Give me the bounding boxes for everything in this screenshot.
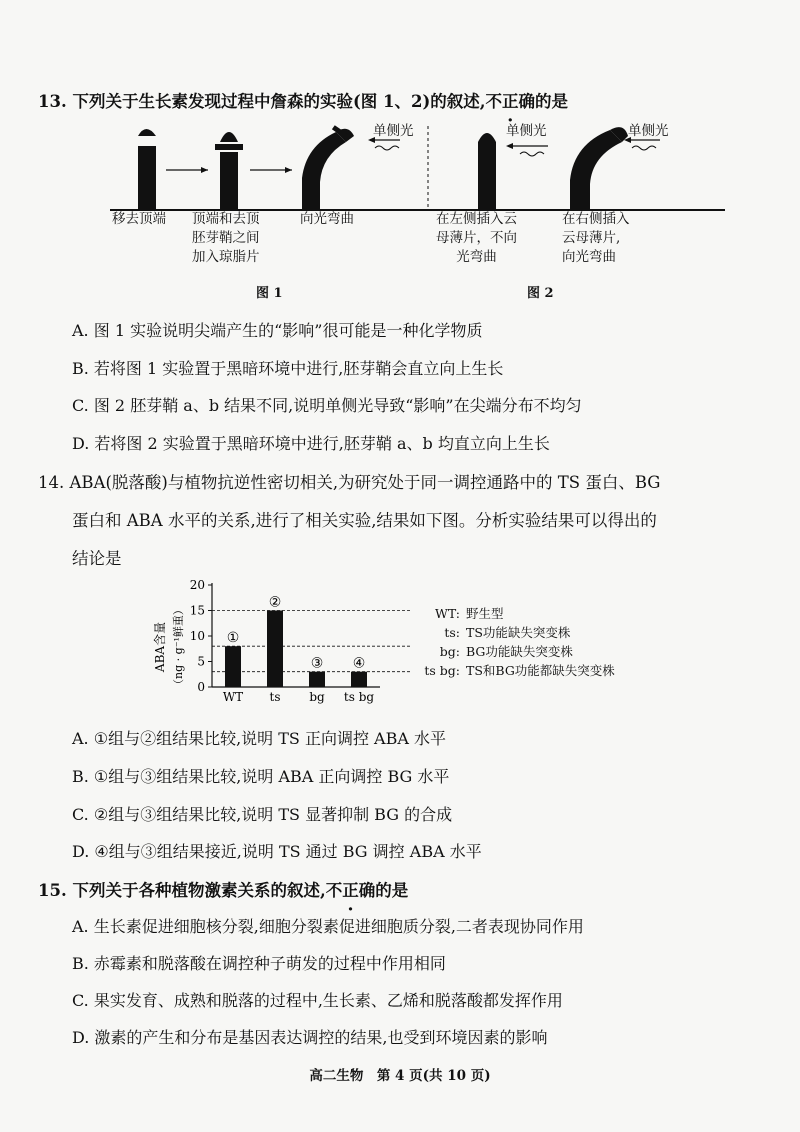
agar-block (215, 144, 243, 150)
x-tick-label: bg (309, 690, 325, 704)
q13-option-c: C. 图 2 胚芽鞘 a、b 结果不同,说明单侧光导致“影响”在尖端分布不均匀 (72, 396, 582, 415)
y-tick-label: 10 (189, 629, 205, 643)
fig2-caption-b (562, 210, 630, 267)
q14-option-b: B. ①组与③组结果比较,说明 ABA 正向调控 BG 水平 (72, 767, 450, 786)
caption-line: 向光弯曲 (562, 249, 616, 265)
bar-label: ③ (310, 655, 324, 672)
legend-key: ts: (444, 625, 460, 640)
bar (351, 672, 367, 687)
fig1-caption-3: 向光弯曲 (300, 211, 354, 227)
coleoptile-b (570, 130, 622, 210)
caption-line: 胚芽鞘之间 (192, 230, 260, 246)
q13-option-a: A. 图 1 实验说明尖端产生的“影响”很可能是一种化学物质 (72, 321, 483, 340)
q13-stem (38, 88, 568, 112)
x-tick-label: ts (269, 690, 281, 704)
q14-option-a: A. ①组与②组结果比较,说明 TS 正向调控 ABA 水平 (72, 729, 447, 748)
legend-key: ts bg: (424, 663, 460, 678)
fig1-caption-2 (192, 210, 260, 267)
light-label-1: 单侧光 (373, 123, 414, 139)
light-wave-b (632, 146, 656, 150)
x-tick-label: WT (222, 690, 244, 704)
q13-stem-emphasis: 不正确 (485, 92, 536, 111)
q15-stem-emphasis: 不正确 (325, 881, 376, 900)
bar (225, 646, 241, 687)
light-wave-1 (375, 146, 399, 150)
bar (267, 611, 283, 688)
q15-stem-part: 15. 下列关于各种植物激素关系的叙述, (38, 881, 326, 900)
tip-a (478, 133, 496, 142)
caption-line: 光弯曲 (456, 249, 497, 265)
legend-desc: 野生型 (466, 606, 504, 621)
q14-option-d: D. ④组与③组结果接近,说明 TS 通过 BG 调控 ABA 水平 (72, 842, 482, 861)
chart-yunit: （ng · g⁻¹鲜重） (172, 604, 185, 690)
bar (309, 672, 325, 687)
legend-item (414, 604, 615, 623)
arrow-1-head (201, 167, 208, 173)
caption-line: 云母薄片, (562, 230, 621, 246)
page-footer: 高二生物 第 4 页(共 10 页) (309, 1068, 491, 1084)
y-tick-label: 20 (189, 578, 205, 592)
q15-option-a: A. 生长素促进细胞核分裂,细胞分裂素促进细胞质分裂,二者表现协同作用 (72, 917, 584, 936)
y-tick-label: 5 (197, 654, 205, 669)
q14-stem-line-2: 蛋白和 ABA 水平的关系,进行了相关实验,结果如下图。分析实验结果可以得出的 (72, 511, 657, 530)
coleoptile-decapitated (138, 146, 156, 210)
q13-option-b: B. 若将图 1 实验置于黑暗环境中进行,胚芽鞘会直立向上生长 (72, 359, 504, 378)
caption-line: 在右侧插入 (562, 211, 630, 227)
coleoptile (220, 152, 238, 210)
bar-label: ② (268, 594, 282, 611)
y-tick-label: 0 (197, 680, 205, 694)
legend-desc: BG功能缺失突变株 (466, 644, 573, 659)
coleoptile-a (478, 142, 496, 210)
legend-key: WT: (435, 606, 460, 621)
tip (220, 132, 238, 142)
q15-option-c: C. 果实发育、成熟和脱落的过程中,生长素、乙烯和脱落酸都发挥作用 (72, 991, 563, 1010)
q14-stem-line-3: 结论是 (72, 549, 122, 568)
legend-desc: TS和BG功能都缺失突变株 (466, 663, 615, 678)
caption-line: 在左侧插入云 (436, 211, 517, 227)
figure-2-label: 图 2 (527, 286, 554, 301)
light-label-b: 单侧光 (628, 123, 669, 139)
q13-stem-part: 13. 下列关于生长素发现过程中詹森的实验(图 1、2)的叙述, (38, 92, 486, 111)
caption-line: 母薄片，不向 (436, 230, 517, 246)
q15-stem-part: 的是 (375, 881, 409, 900)
light-label-a: 单侧光 (506, 123, 547, 139)
legend-desc: TS功能缺失突变株 (466, 625, 571, 640)
bending-coleoptile (302, 132, 346, 210)
legend-key: bg: (439, 644, 460, 659)
figure-1-label: 图 1 (256, 286, 283, 301)
q13-stem-part: 的是 (535, 92, 569, 111)
legend-item (414, 623, 615, 642)
bar-label: ④ (352, 655, 366, 672)
fig1-caption-1: 移去顶端 (112, 211, 166, 227)
legend-item (414, 661, 615, 680)
bar-label: ① (226, 630, 240, 647)
removed-tip (138, 129, 156, 136)
q15-option-d: D. 激素的产生和分布是基因表达调控的结果,也受到环境因素的影响 (72, 1028, 548, 1047)
chart-legend (414, 604, 615, 680)
caption-line: 顶端和去顶 (192, 211, 260, 227)
chart-ylabel: ABA含量 (153, 621, 167, 673)
aba-bar-chart (150, 575, 410, 710)
arrow-2-head (285, 167, 292, 173)
q14-stem-line-1: 14. ABA(脱落酸)与植物抗逆性密切相关,为研究处于同一调控通路中的 TS 蛋白、BG (38, 473, 661, 492)
q15-stem (38, 877, 408, 901)
light-arrow-a-head (506, 143, 513, 149)
light-wave-a (520, 152, 544, 156)
y-tick-label: 15 (189, 603, 205, 618)
q14-option-c: C. ②组与③组结果比较,说明 TS 显著抑制 BG 的合成 (72, 805, 453, 824)
fig2-caption-a (436, 210, 517, 267)
x-tick-label: ts bg (343, 690, 375, 704)
caption-line: 加入琼脂片 (192, 249, 260, 265)
q13-option-d: D. 若将图 2 实验置于黑暗环境中进行,胚芽鞘 a、b 均直立向上生长 (72, 434, 550, 453)
q15-option-b: B. 赤霉素和脱落酸在调控种子萌发的过程中作用相同 (72, 954, 446, 973)
legend-item (414, 642, 615, 661)
